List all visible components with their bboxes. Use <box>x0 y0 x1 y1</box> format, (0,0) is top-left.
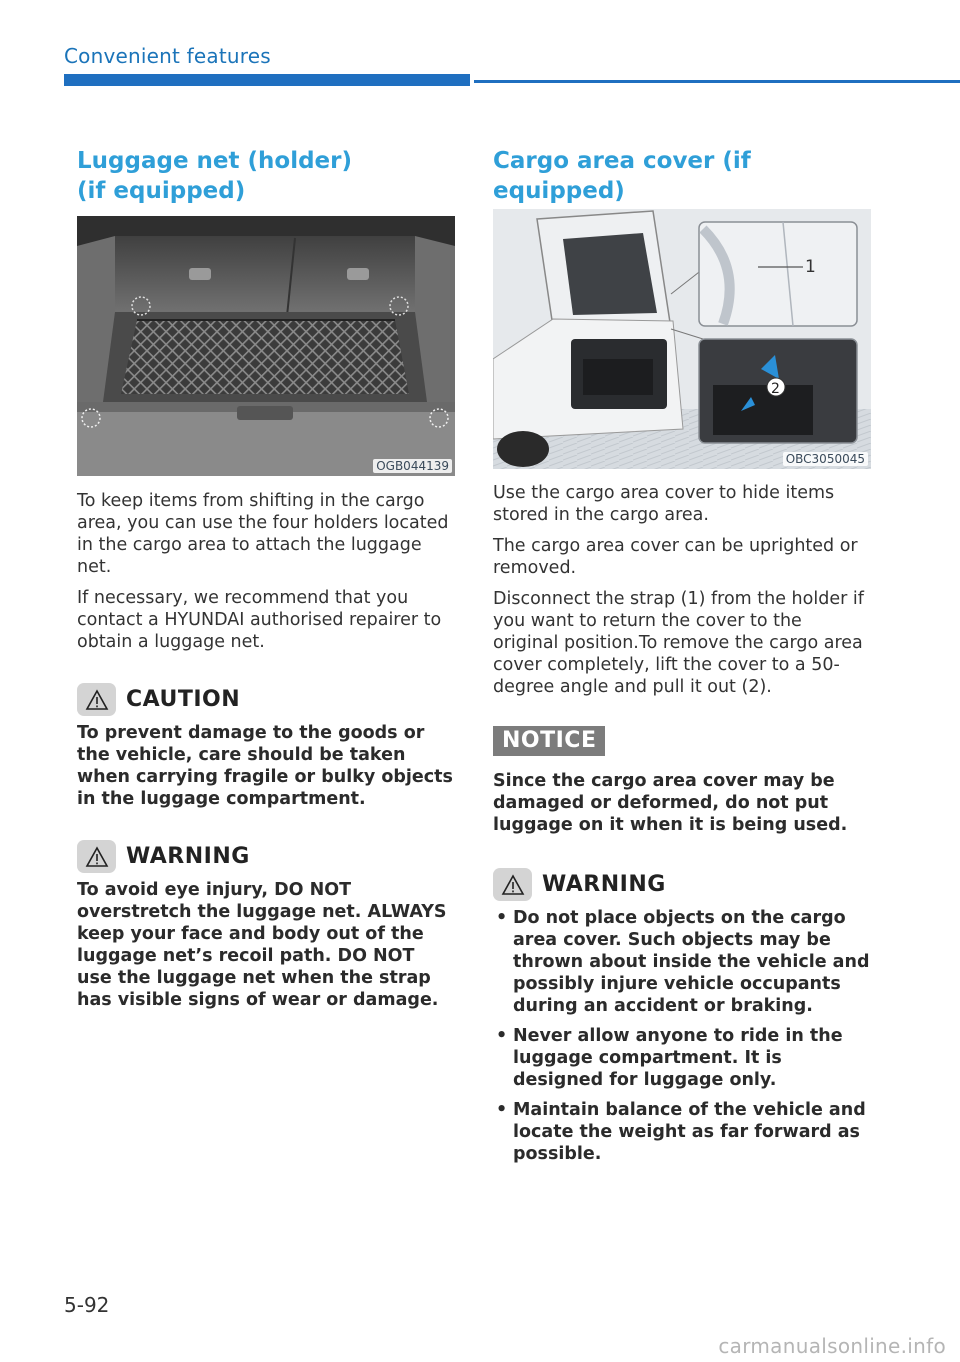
luggage-net-section <box>77 146 455 1011</box>
warning-block <box>493 868 871 1165</box>
section-header-title: Convenient features <box>64 44 271 68</box>
page-number: 5-92 <box>64 1293 110 1317</box>
warning-list-item: • Never allow anyone to ride in the luggage compartment. It is designed for luggage only. <box>493 1025 871 1091</box>
warning-header <box>77 840 455 873</box>
header-rule-thick <box>64 74 470 86</box>
warning-list <box>493 907 871 1165</box>
luggage-net-title-line1: Luggage net (holder) <box>77 148 353 174</box>
warning-label: WARNING <box>542 872 666 897</box>
notice-text: Since the cargo area cover may be damaged or deformed, do not put luggage on it when it is being used. <box>493 771 848 835</box>
warning-text: To avoid eye injury, DO NOT overstretch the luggage net. ALWAYS keep your face and body out of the luggage net’s recoil path. DO NOT use the luggage net when the strap has visible signs of wear or damage. <box>77 880 447 1010</box>
cargo-cover-illustration <box>493 209 871 469</box>
paragraph: Use the cargo area cover to hide items stored in the cargo area. <box>493 483 835 525</box>
luggage-net-figure <box>77 216 455 476</box>
cargo-cover-section <box>493 146 871 1173</box>
cargo-cover-figure <box>493 209 871 469</box>
warning-triangle-icon <box>493 868 532 901</box>
notice-label: NOTICE <box>493 726 605 756</box>
luggage-net-title <box>77 146 455 206</box>
caution-label: CAUTION <box>126 687 241 712</box>
paragraph: Disconnect the strap (1) from the holder if you want to return the cover to the original position.To remove the cargo area cover completely, lift the cover to a 50-degree angle and pull it out (2). <box>493 589 864 697</box>
notice-block <box>493 726 871 836</box>
header-rule-thin <box>474 80 960 83</box>
watermark: carmanualsonline.info <box>718 1334 946 1358</box>
luggage-net-illustration <box>77 216 455 476</box>
figure-code: OBC3050045 <box>783 452 868 466</box>
warning-triangle-icon <box>77 683 116 716</box>
paragraph: The cargo area cover can be uprighted or removed. <box>493 536 858 578</box>
caution-text: To prevent damage to the goods or the vehicle, care should be taken when carrying fragile or bulky objects in the luggage compartment. <box>77 723 453 809</box>
cargo-cover-title: Cargo area cover (if equipped) <box>493 148 751 204</box>
warning-triangle-icon <box>77 840 116 873</box>
callout-1: 1 <box>805 257 816 277</box>
caution-header <box>77 683 455 716</box>
paragraph: To keep items from shifting in the cargo area, you can use the four holders located in the cargo area to attach the luggage net. <box>77 491 449 577</box>
warning-label: WARNING <box>126 844 250 869</box>
warning-list-item: • Maintain balance of the vehicle and locate the weight as far forward as possible. <box>493 1099 871 1165</box>
caution-block <box>77 683 455 810</box>
warning-block <box>77 840 455 1011</box>
callout-2: 2 <box>771 381 780 397</box>
paragraph: If necessary, we recommend that you contact a HYUNDAI authorised repairer to obtain a luggage net. <box>77 588 442 652</box>
luggage-net-title-line2: (if equipped) <box>77 178 246 204</box>
luggage-net-body <box>77 490 455 653</box>
warning-header <box>493 868 871 901</box>
warning-list-item: • Do not place objects on the cargo area cover. Such objects may be thrown about inside the vehicle and possibly injure vehicle occupants during an accident or braking. <box>493 907 871 1017</box>
cargo-cover-body <box>493 482 871 698</box>
figure-code: OGB044139 <box>373 459 452 473</box>
